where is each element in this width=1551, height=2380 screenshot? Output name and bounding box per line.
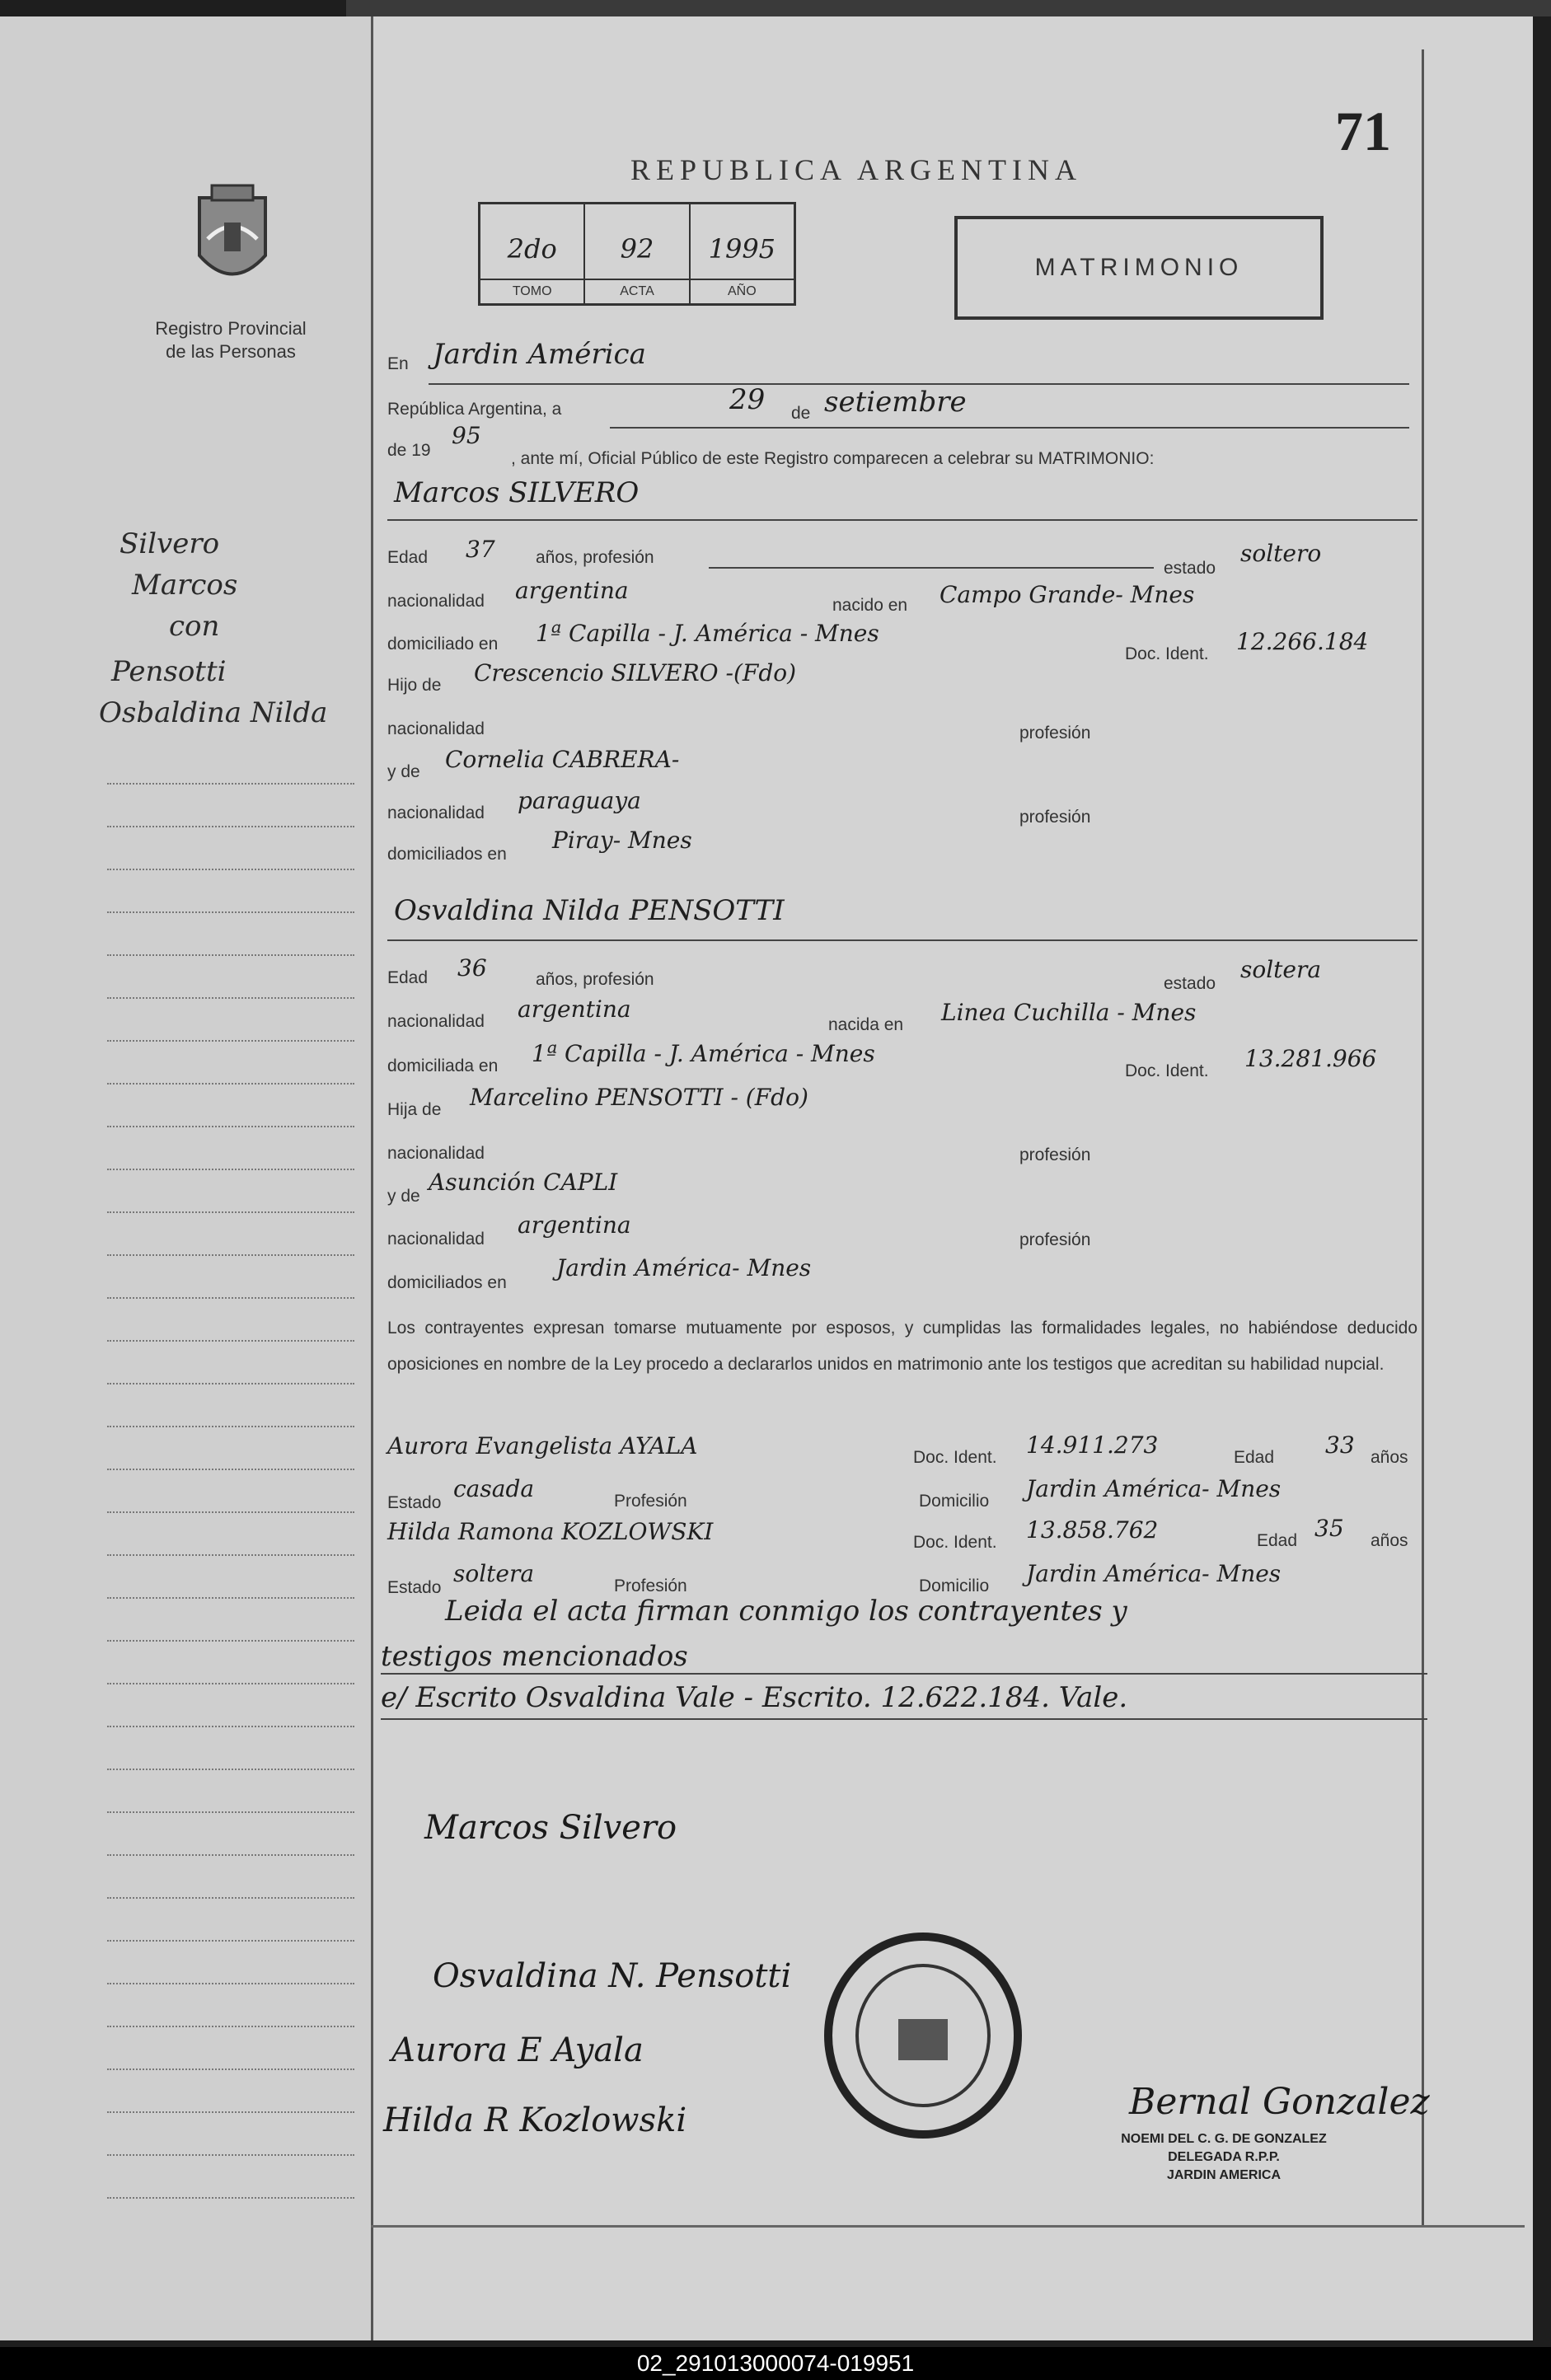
margin-dotted-line [107, 2026, 354, 2027]
closing-line: Leida el acta firman conmigo los contrayentes y [445, 1595, 1127, 1628]
margin-column [0, 16, 373, 2340]
bride-name: Osvaldina Nilda PENSOTTI [394, 894, 785, 927]
rule [387, 519, 1417, 521]
bride-dom: 1ª Capilla - J. América - Mnes [532, 1040, 875, 1067]
groom-hijo-label: Hijo de [387, 676, 442, 695]
bride-domiciliados: Jardin América- Mnes [556, 1254, 812, 1281]
bride-hija-label: Hija de [387, 1100, 442, 1119]
groom-nac-label: nacionalidad [387, 592, 485, 611]
margin-dotted-line [107, 2111, 354, 2113]
margin-dotted-line [107, 1469, 354, 1470]
margin-dotted-line [107, 1726, 354, 1727]
acta-cell [585, 204, 690, 303]
tomo-value: 2do [507, 233, 557, 265]
witness2-prof-label: Profesión [614, 1577, 687, 1595]
place-value: Jardin América [433, 338, 646, 371]
signature-witness1: Aurora E Ayala [391, 2031, 644, 2069]
official-seal-icon [820, 1933, 1026, 2139]
margin-note-line: Marcos [132, 569, 238, 602]
signature-witness2: Hilda R Kozlowski [383, 2101, 687, 2139]
witness1-edad: 33 [1325, 1431, 1355, 1459]
witness2-dom: Jardin América- Mnes [1026, 1560, 1282, 1587]
margin-dotted-line [107, 2068, 354, 2070]
date-month: setiembre [824, 386, 967, 419]
groom-doc-label: Doc. Ident. [1125, 644, 1209, 663]
witness2-estado-label: Estado [387, 1578, 442, 1597]
witness1-edad-label: Edad [1234, 1448, 1275, 1467]
bride-estado: soltera [1240, 956, 1322, 983]
rule [387, 939, 1417, 941]
witness2-dom-label: Domicilio [919, 1577, 990, 1595]
witness1-dom-label: Domicilio [919, 1492, 990, 1511]
groom-doc: 12.266.184 [1236, 628, 1369, 655]
rule [381, 1673, 1427, 1675]
groom-dom-label: domiciliado en [387, 635, 499, 654]
ano-cell [691, 204, 794, 303]
book-binding-edge [346, 0, 1551, 16]
bride-doc-label: Doc. Ident. [1125, 1061, 1209, 1080]
date-day: 29 [729, 383, 766, 416]
acta-label: ACTA [585, 279, 688, 303]
groom-mother-nac: paraguaya [518, 787, 641, 814]
margin-dotted-line [107, 1769, 354, 1770]
margin-dotted-line [107, 954, 354, 956]
date-year: 95 [452, 422, 481, 449]
margin-dotted-line [107, 997, 354, 999]
witness2-anos-label: años [1371, 1531, 1408, 1550]
margin-dotted-line [107, 869, 354, 870]
rule [709, 567, 1154, 569]
witness1-anos-label: años [1371, 1448, 1408, 1467]
date-suffix: , ante mí, Oficial Público de este Registro comparecen a celebrar su MATRIMONIO: [511, 449, 1155, 468]
closing-line: e/ Escrito Osvaldina Vale - Escrito. 12.622.184. Vale. [381, 1681, 1128, 1714]
margin-dotted-line [107, 1897, 354, 1899]
margin-note-line: Silvero [119, 527, 220, 560]
record-number-box [478, 202, 796, 306]
bottom-border-line [371, 2225, 1525, 2228]
witness2-edad: 35 [1314, 1515, 1344, 1542]
page-number: 71 [1335, 100, 1391, 162]
groom-mother-nac-label: nacionalidad [387, 803, 485, 822]
margin-dotted-line [107, 1554, 354, 1556]
groom-domiciliados: Piray- Mnes [552, 827, 692, 854]
margin-dotted-line [107, 1640, 354, 1642]
bride-doc: 13.281.966 [1244, 1045, 1377, 1072]
groom-edad: 37 [466, 536, 495, 563]
margin-dotted-line [107, 826, 354, 827]
groom-anos-label: años, profesión [536, 548, 654, 567]
bride-mother-nac: argentina [518, 1211, 631, 1239]
witness2-doc-label: Doc. Ident. [913, 1533, 997, 1552]
bride-father-prof-label: profesión [1019, 1145, 1091, 1164]
bride-father: Marcelino PENSOTTI - (Fdo) [470, 1084, 808, 1111]
groom-father: Crescencio SILVERO -(Fdo) [474, 659, 797, 686]
bride-nacida-label: nacida en [828, 1015, 904, 1034]
margin-dotted-line [107, 1811, 354, 1813]
right-border-line [1422, 49, 1424, 2225]
witness1-estado-label: Estado [387, 1493, 442, 1512]
date-prefix: República Argentina, a [387, 400, 562, 419]
bride-nac: argentina [518, 996, 631, 1023]
margin-dotted-line [107, 1511, 354, 1513]
tomo-cell [480, 204, 585, 303]
margin-dotted-line [107, 1126, 354, 1127]
officer-stamp [1117, 2130, 1331, 2185]
witness2-estado: soltera [453, 1560, 535, 1587]
witness1-dom: Jardin América- Mnes [1026, 1475, 1282, 1502]
acta-value: 92 [620, 233, 654, 265]
bride-dom-label: domiciliada en [387, 1056, 499, 1075]
bride-domiciliados-label: domiciliados en [387, 1273, 507, 1292]
margin-dotted-line [107, 1597, 354, 1599]
margin-dotted-line [107, 1040, 354, 1042]
witness1-name: Aurora Evangelista AYALA [387, 1432, 698, 1459]
officer-name: NOEMI DEL C. G. DE GONZALEZ [1121, 2132, 1327, 2146]
image-id-footer: 02_291013000074-019951 [0, 2347, 1551, 2380]
bride-mother: Asunción CAPLI [429, 1169, 618, 1196]
closing-line: testigos mencionados [381, 1640, 688, 1673]
bride-estado-label: estado [1164, 974, 1216, 993]
margin-dotted-line [107, 2154, 354, 2156]
witness2-name: Hilda Ramona KOZLOWSKI [387, 1518, 714, 1545]
bride-nac-label: nacionalidad [387, 1012, 485, 1031]
groom-dom: 1ª Capilla - J. América - Mnes [536, 620, 879, 647]
groom-nacido-label: nacido en [832, 596, 908, 615]
margin-dotted-line [107, 783, 354, 785]
registry-line2: de las Personas [166, 341, 296, 362]
margin-dotted-line [107, 1169, 354, 1170]
witness2-doc: 13.858.762 [1026, 1516, 1159, 1544]
registry-name [124, 317, 338, 363]
bride-anos-label: años, profesión [536, 970, 654, 989]
margin-dotted-line [107, 1297, 354, 1299]
bride-yde-label: y de [387, 1187, 420, 1206]
groom-domiciliados-label: domiciliados en [387, 845, 507, 864]
margin-dotted-line [107, 1211, 354, 1213]
margin-dotted-line [107, 1383, 354, 1384]
groom-mother-prof-label: profesión [1019, 808, 1091, 827]
margin-dotted-line [107, 1983, 354, 1984]
groom-estado-label: estado [1164, 559, 1216, 578]
registry-line1: Registro Provincial [155, 318, 307, 339]
margin-dotted-line [107, 1940, 354, 1942]
bride-edad: 36 [457, 954, 487, 982]
officer-location: JARDIN AMERICA [1166, 2168, 1282, 2182]
groom-estado: soltero [1240, 540, 1322, 567]
ano-value: 1995 [708, 233, 776, 265]
ano-label: AÑO [691, 279, 794, 303]
margin-dotted-line [107, 911, 354, 913]
signature-groom: Marcos Silvero [424, 1809, 677, 1847]
margin-dotted-line [107, 1083, 354, 1085]
bride-mother-nac-label: nacionalidad [387, 1230, 485, 1249]
officer-title: DELEGADA R.P.P. [1168, 2150, 1280, 2164]
witness2-edad-label: Edad [1257, 1531, 1298, 1550]
officer-signature: Bernal Gonzalez [1129, 2081, 1430, 2123]
record-type-box: MATRIMONIO [954, 216, 1324, 320]
margin-dotted-line [107, 1254, 354, 1256]
margin-dotted-line [107, 1426, 354, 1427]
margin-note-line: con [169, 610, 220, 643]
date-year-prefix: de 19 [387, 441, 431, 460]
bride-nacida: Linea Cuchilla - Mnes [941, 999, 1197, 1026]
margin-note-line: Osbaldina Nilda [99, 696, 328, 729]
bride-mother-prof-label: profesión [1019, 1230, 1091, 1249]
tomo-label: TOMO [480, 279, 583, 303]
witness1-estado: casada [453, 1475, 535, 1502]
signature-bride: Osvaldina N. Pensotti [433, 1957, 792, 1995]
margin-dotted-line [107, 1340, 354, 1342]
coat-of-arms-icon [183, 181, 282, 297]
groom-father-nac-label: nacionalidad [387, 719, 485, 738]
place-label: En [387, 354, 409, 373]
groom-mother: Cornelia CABRERA- [445, 746, 680, 773]
groom-yde-label: y de [387, 762, 420, 781]
groom-father-prof-label: profesión [1019, 724, 1091, 743]
margin-dotted-line [107, 1854, 354, 1856]
margin-dotted-line [107, 1683, 354, 1684]
declaration-text: Los contrayentes expresan tomarse mutuamente por esposos, y cumplidas las formalidades legales, no habiéndose deducido oposiciones en nombre de la Ley procedo a declararlos unidos en matrimonio ante los testigos que acreditan su habilidad nupcial. [387, 1319, 1417, 1374]
margin-note-line: Pensotti [111, 655, 227, 688]
bride-edad-label: Edad [387, 968, 429, 987]
witness1-prof-label: Profesión [614, 1492, 687, 1511]
witness1-doc-label: Doc. Ident. [913, 1448, 997, 1467]
country-header: REPUBLICA ARGENTINA [630, 153, 1083, 186]
groom-nac: argentina [515, 577, 629, 604]
margin-dotted-line [107, 2197, 354, 2199]
rule [429, 383, 1409, 385]
date-de: de [791, 404, 811, 423]
groom-edad-label: Edad [387, 548, 429, 567]
groom-name: Marcos SILVERO [394, 476, 640, 509]
rule [381, 1718, 1427, 1720]
groom-nacido: Campo Grande- Mnes [940, 581, 1195, 608]
rule [610, 427, 1409, 429]
witness1-doc: 14.911.273 [1026, 1431, 1159, 1459]
bride-father-nac-label: nacionalidad [387, 1144, 485, 1163]
